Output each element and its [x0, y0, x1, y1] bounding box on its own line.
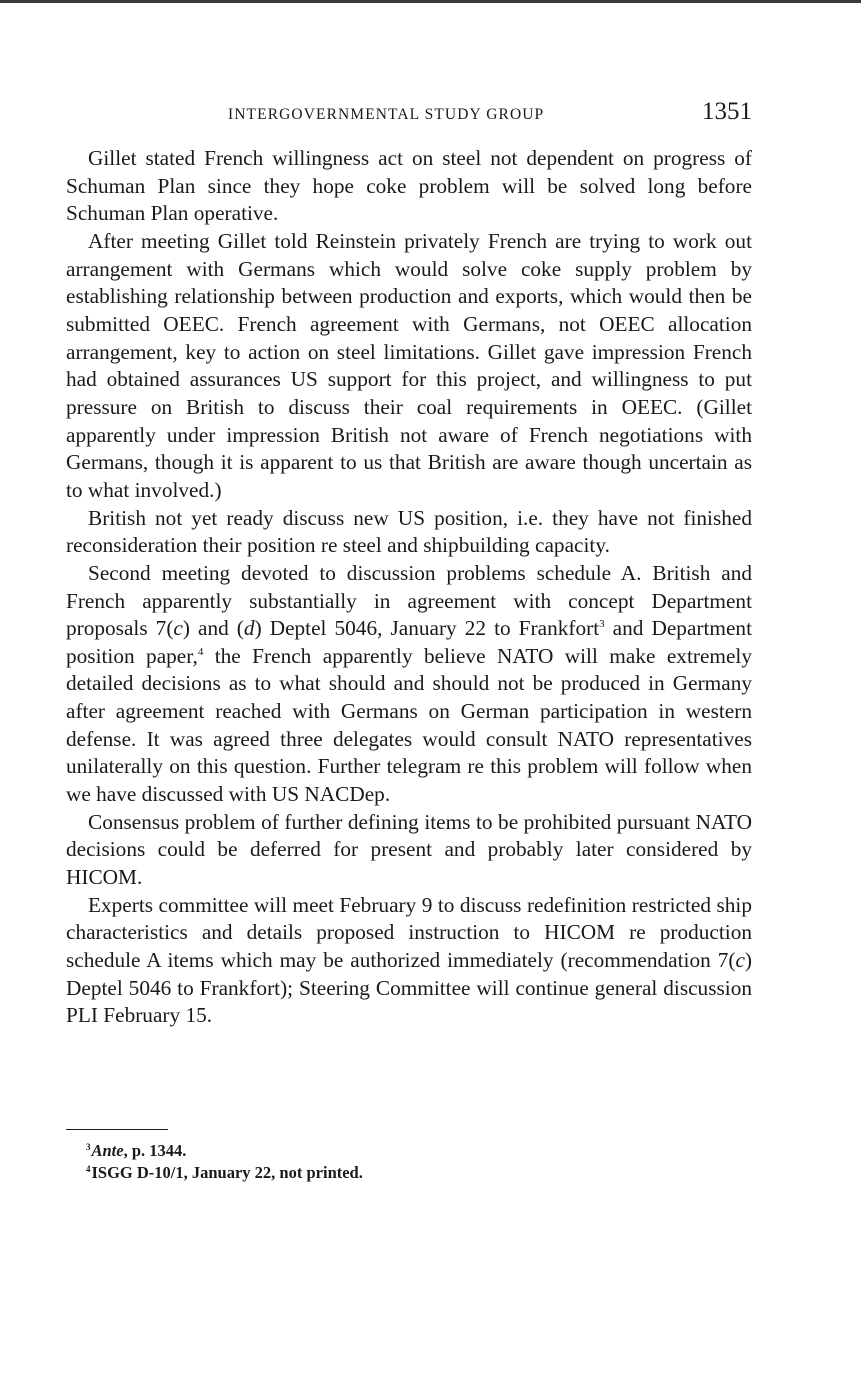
paragraph-2: After meeting Gillet told Reinstein privately French are trying to work out arrangement with Germans which would solve coke supply problem by establishing relationship between production and exports, which would then be submitted OEEC. French agreement with Germans, not OEEC allocation arrangement, key to action on steel limitations. Gillet gave impression French had obtained assurances US support for this project, and willingness to put pressure on British to discuss their coal requirements in OEEC. (Gillet apparently under impression British not aware of French negotiations with Germans, though it is apparent to us that British are aware though uncertain as to what involved.)	[66, 228, 752, 502]
paragraph-4-text-e: ) Deptel 5046, January 22 to Frankfort	[254, 616, 600, 641]
footnote-ref-3: 3	[599, 618, 605, 631]
paragraph-4-italic-d: d	[243, 616, 255, 641]
footnote-4-mark: 4	[86, 1164, 91, 1174]
paragraph-1: Gillet stated French willingness act on steel not dependent on progress of Schuman Plan since they hope coke problem will be solved long before Schuman Plan operative.	[66, 146, 752, 226]
paragraph-4-text-g: the French apparently believe NATO will make extremely detailed decisions as to what should and should not be produced in Germany after agreement reached with Germans on German participation in western defense. It was agreed three delegates would consult NATO representatives unilaterally on this question. Further telegram re this problem will follow when we have discussed with US NACDep.	[66, 643, 752, 807]
paragraph-4	[66, 560, 752, 809]
page-number: 1351	[702, 98, 752, 125]
paragraph-3: British not yet ready discuss new US position, i.e. they have not finished reconsideration their position re steel and shipbuilding capacity.	[66, 505, 752, 558]
paragraph-4-text-a: Second meeting devoted to discussion problems schedule A. British and French apparently substantially in agreement with concept Department proposals 7(	[66, 560, 752, 641]
footnote-3-text: , p. 1344.	[123, 1141, 187, 1160]
document-body	[66, 145, 752, 1030]
footnote-divider	[66, 1129, 168, 1130]
footnote-4-text: ISGG D-10/1, January 22, not printed.	[91, 1163, 363, 1182]
paragraph-6	[66, 892, 752, 1030]
paragraph-6-italic-c: c	[735, 948, 745, 973]
footnote-3-italic: Ante	[91, 1141, 124, 1160]
page-header	[66, 98, 752, 138]
paragraph-4-text-c: ) and (	[182, 616, 244, 641]
footnote-3	[86, 1140, 752, 1162]
paragraph-6-text-c: ) Deptel 5046 to Frankfort); Steering Committee will continue general discussion PLI February 15.	[66, 948, 752, 1028]
paragraph-5: Consensus problem of further defining items to be prohibited pursuant NATO decisions could be deferred for present and probably later considered by HICOM.	[66, 809, 752, 890]
footnote-3-mark: 3	[86, 1142, 91, 1152]
paragraph-6-text-a: Experts committee will meet February 9 to discuss redefinition restricted ship characteristics and details proposed instruction to HICOM re production schedule A items which may be authorized immediately (recommendation 7(	[66, 892, 752, 973]
footnotes	[86, 1140, 752, 1184]
paragraph-4-italic-c: c	[173, 616, 183, 641]
footnote-ref-4: 4	[197, 645, 204, 658]
paragraph-4-text-f: and Department position paper,	[66, 616, 752, 668]
page-top-border	[0, 0, 861, 3]
footnote-4	[86, 1162, 752, 1184]
running-head: INTERGOVERNMENTAL STUDY GROUP	[228, 106, 545, 123]
